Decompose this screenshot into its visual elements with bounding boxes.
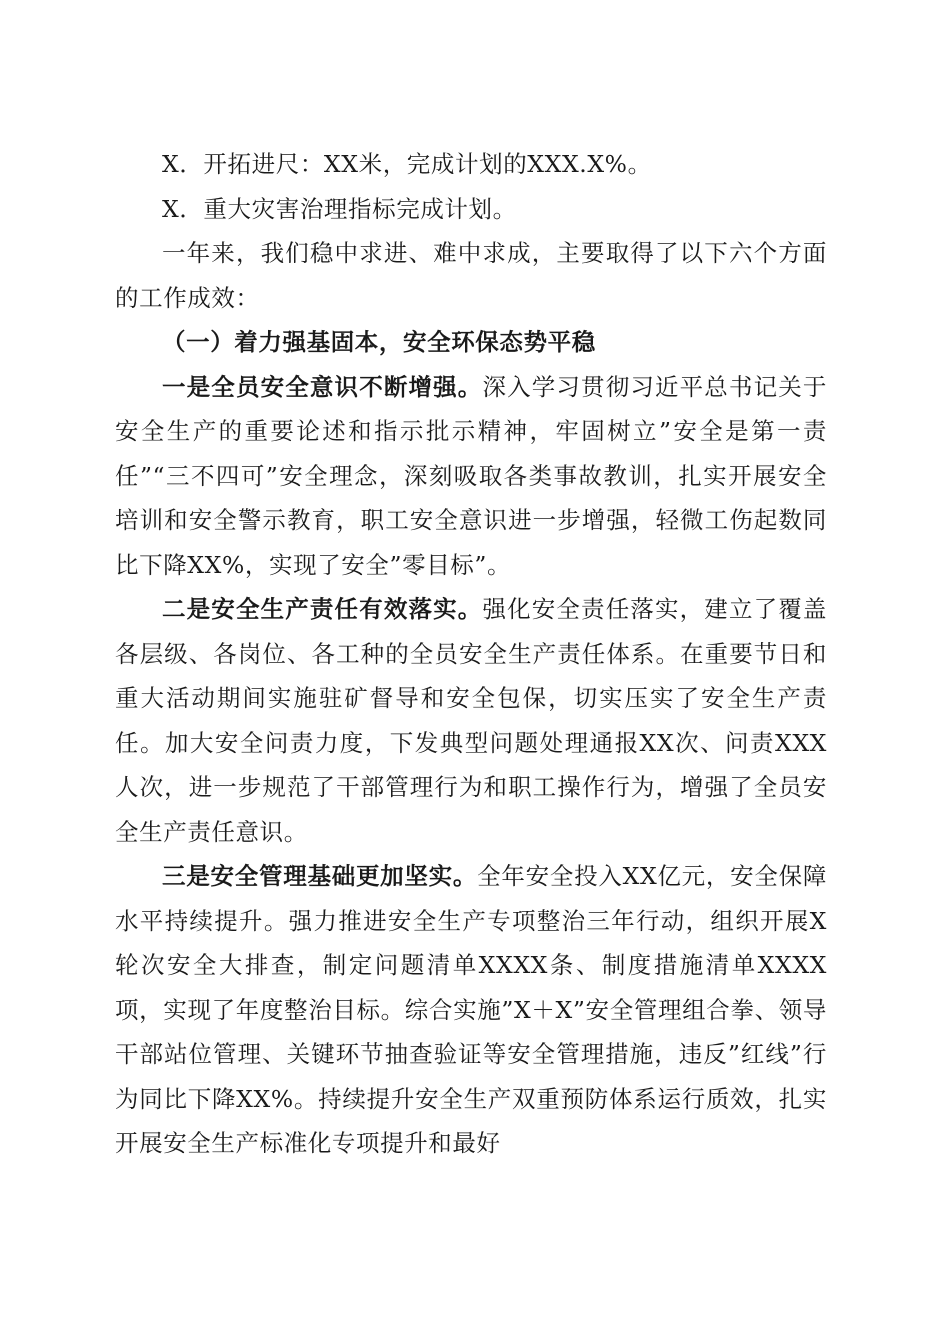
point-lead: 三是安全管理基础更加坚实。 xyxy=(162,862,478,890)
paragraph-text: X．开拓进尺：XX米，完成计划的XXX.X%。 xyxy=(162,150,652,178)
point-lead: 二是安全生产责任有效落实。 xyxy=(162,595,483,623)
paragraph-point-2 xyxy=(115,587,827,854)
point-text: 全年安全投入XX亿元，安全保障水平持续提升。强力推进安全生产专项整治三年行动，组织开展X轮次安全大排查，制定问题清单XXXX条、制度措施清单XXXX项，实现了年度整治目标。综合实施”X＋X”安全管理组合拳、领导干部站位管理、关键环节抽查验证等安全管理措施，违反”红线”行为同比下降XX%。持续提升安全生产双重预防体系运行质效，扎实开展安全生产标准化专项提升和最好 xyxy=(115,862,827,1157)
paragraph-point-3 xyxy=(115,854,827,1166)
point-lead: 一是全员安全意识不断增强。 xyxy=(162,372,483,401)
paragraph-text: 一年来，我们稳中求进、难中求成，主要取得了以下六个方面的工作成效： xyxy=(115,239,827,312)
paragraph-overview xyxy=(115,231,827,320)
section-heading xyxy=(115,320,827,365)
point-text: 深入学习贯彻习近平总书记关于安全生产的重要论述和指示批示精神，牢固树立”安全是第一责任”“三不四可”安全理念，深刻吸取各类事故教训，扎实开展安全培训和安全警示教育，职工安全意识进一步增强，轻微工伤起数同比下降XX%，实现了安全”零目标”。 xyxy=(115,372,827,579)
point-text: 强化安全责任落实，建立了覆盖各层级、各岗位、各工种的全员安全生产责任体系。在重要节日和重大活动期间实施驻矿督导和安全包保，切实压实了安全生产责任。加大安全问责力度，下发典型问题处理通报XX次、问责XXX人次，进一步规范了干部管理行为和职工操作行为，增强了全员安全生产责任意识。 xyxy=(115,595,827,846)
document-body xyxy=(115,142,827,1166)
paragraph-disaster-control xyxy=(115,187,827,232)
paragraph-text: X．重大灾害治理指标完成计划。 xyxy=(162,194,517,223)
section-heading-text: （一）着力强基固本，安全环保态势平稳 xyxy=(162,328,596,356)
paragraph-tunneling-progress xyxy=(115,142,827,187)
paragraph-point-1 xyxy=(115,365,827,588)
